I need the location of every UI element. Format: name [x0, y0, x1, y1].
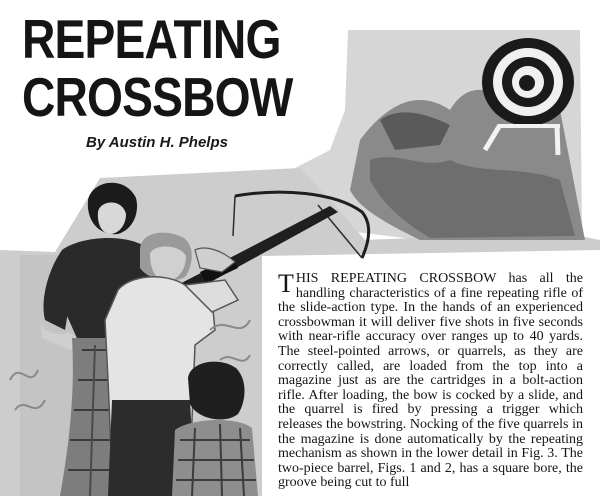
title-line-1: REPEATING [22, 8, 281, 70]
byline: By Austin H. Phelps [86, 134, 228, 151]
article-title [22, 8, 293, 128]
article-body-text: HIS REPEATING CROSSBOW has all the handling characteristics of a fine repeating rifle of the slide-action type. In the hands of an experienced crossbowman it will deliver five shots in five seconds with near-rifle accuracy over ranges up to 40 yards. The steel-pointed arrows, or quarrels, as they are correctly called, are loaded from the top into a magazine just as are the cartridges in a bolt-action rifle. After loading, the bow is cocked by a slide, and the quarrel is fired by pressing a trigger which releases the bowstring. Nocking of the five quarrels in the magazine is done automatically by the repeating mechanism as shown in the lower detail in Fig. 3. The two-piece barrel, Figs. 1 and 2, has a square bore, the groove being cut to full [278, 271, 583, 491]
title-line-2: CROSSBOW [22, 66, 293, 128]
article-body [278, 269, 583, 491]
drop-cap: T [278, 269, 294, 298]
